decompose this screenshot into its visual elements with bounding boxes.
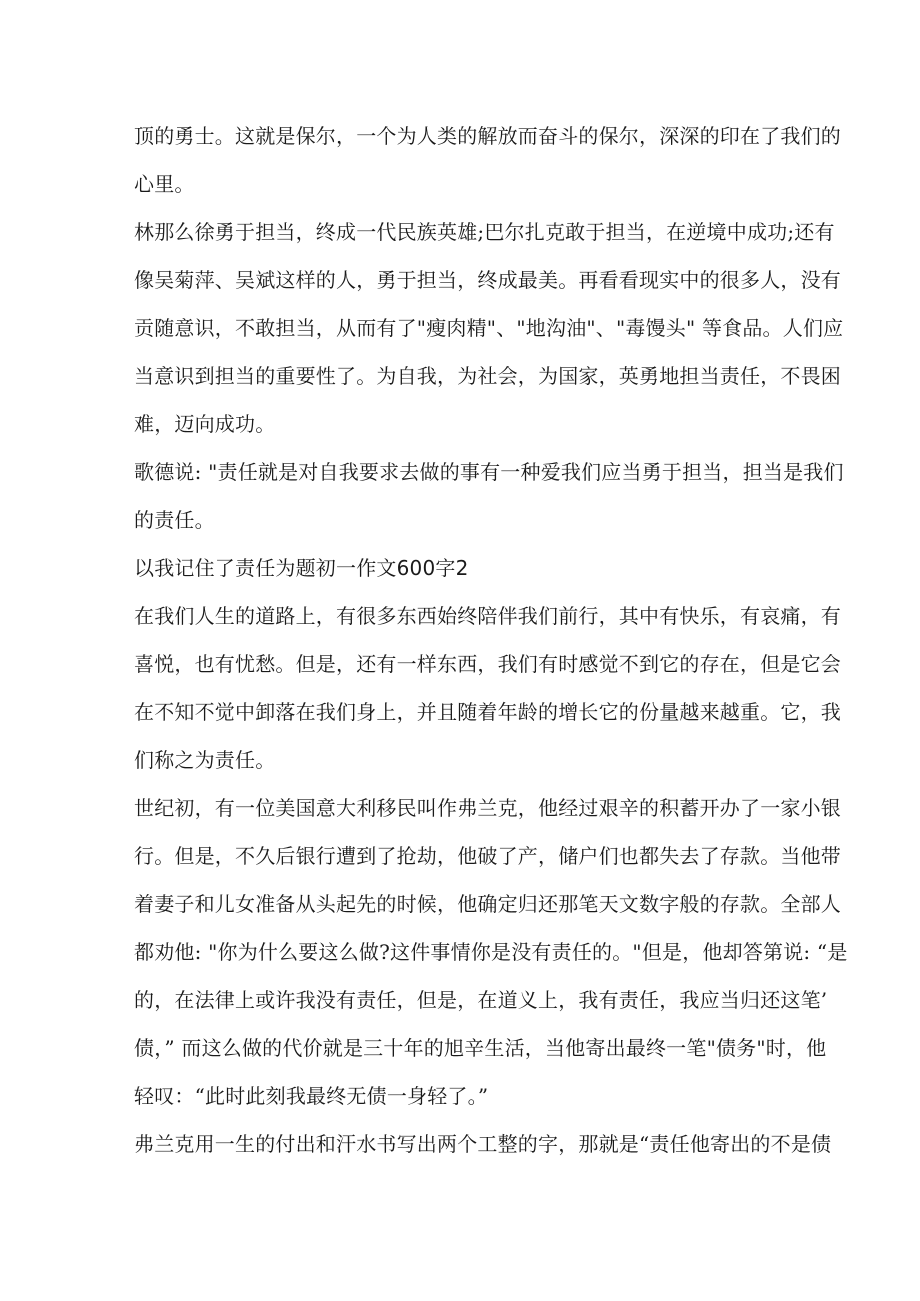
paragraph <box>134 208 844 448</box>
paragraph <box>134 448 844 544</box>
text-line: 像吴菊萍、吴斌这样的人，勇于担当，终成最美。再看看现实中的很多人，没有 <box>134 268 841 292</box>
section-heading <box>134 544 794 592</box>
text-line: 歌德说: "责任就是对自我要求去做的事有一种爱我们应当勇于担当，担当是我们 <box>134 460 844 484</box>
paragraph <box>134 1120 832 1168</box>
text-line: 当意识到担当的重要性了。为自我，为社会，为国家，英勇地担当责任，不畏困 <box>134 364 841 388</box>
text-line: 的责任。 <box>134 508 215 532</box>
paragraph <box>134 592 841 784</box>
text-line: 在不知不觉中卸落在我们身上，并且随着年龄的增长它的份量越来越重。它，我 <box>134 700 841 724</box>
paragraph <box>134 784 848 1120</box>
text-line: 行。但是，不久后银行遭到了抢劫，他破了产，储户们也都失去了存款。当他带 <box>134 844 841 868</box>
text-line: 债，” 而这么做的代价就是三十年的旭辛生活，当他寄出最终一笔"债务"时，他 <box>134 1036 827 1060</box>
text-line: 在我们人生的道路上，有很多东西始终陪伴我们前行，其中有快乐，有哀痛，有 <box>134 604 841 628</box>
text-line: 顶的勇士。这就是保尔，一个为人类的解放而奋斗的保尔，深深的印在了我们的 <box>134 124 841 148</box>
text-line: 轻叹：“此时此刻我最终无债一身轻了。” <box>134 1084 489 1108</box>
heading-line: 以我记住了责任为题初一作文600字2 <box>134 556 469 580</box>
text-line: 林那么徐勇于担当，终成一代民族英雄;巴尔扎克敢于担当，在逆境中成功;还有 <box>134 220 835 244</box>
text-line: 世纪初，有一位美国意大利移民叫作弗兰克，他经过艰辛的积蓄开办了一家小银 <box>134 796 841 820</box>
text-line: 都劝他: "你为什么要这么做?这件事情你是没有责任的。"但是，他却答第说: “是 <box>134 940 848 964</box>
text-line: 难，迈向成功。 <box>134 412 276 436</box>
text-line: 弗兰克用一生的付出和汗水书写出两个工整的字，那就是“责任他寄出的不是债 <box>134 1132 832 1156</box>
text-line: 着妻子和儿女准备从头起先的时候，他确定归还那笔天文数字般的存款。全部人 <box>134 892 841 916</box>
text-line: 喜悦，也有忧愁。但是，还有一样东西，我们有时感觉不到它的存在，但是它会 <box>134 652 841 676</box>
document-body <box>134 112 848 1168</box>
text-line: 心里。 <box>134 172 195 196</box>
text-line: 贡随意识，不敢担当，从而有了"瘦肉精"、"地沟油"、"毒馒头" 等食品。人们应 <box>134 316 844 340</box>
text-line: 的，在法律上或许我没有责任，但是，在道义上，我有责任，我应当归还这笔’ <box>134 988 828 1012</box>
text-line: 们称之为责任。 <box>134 748 276 772</box>
paragraph <box>134 112 841 208</box>
